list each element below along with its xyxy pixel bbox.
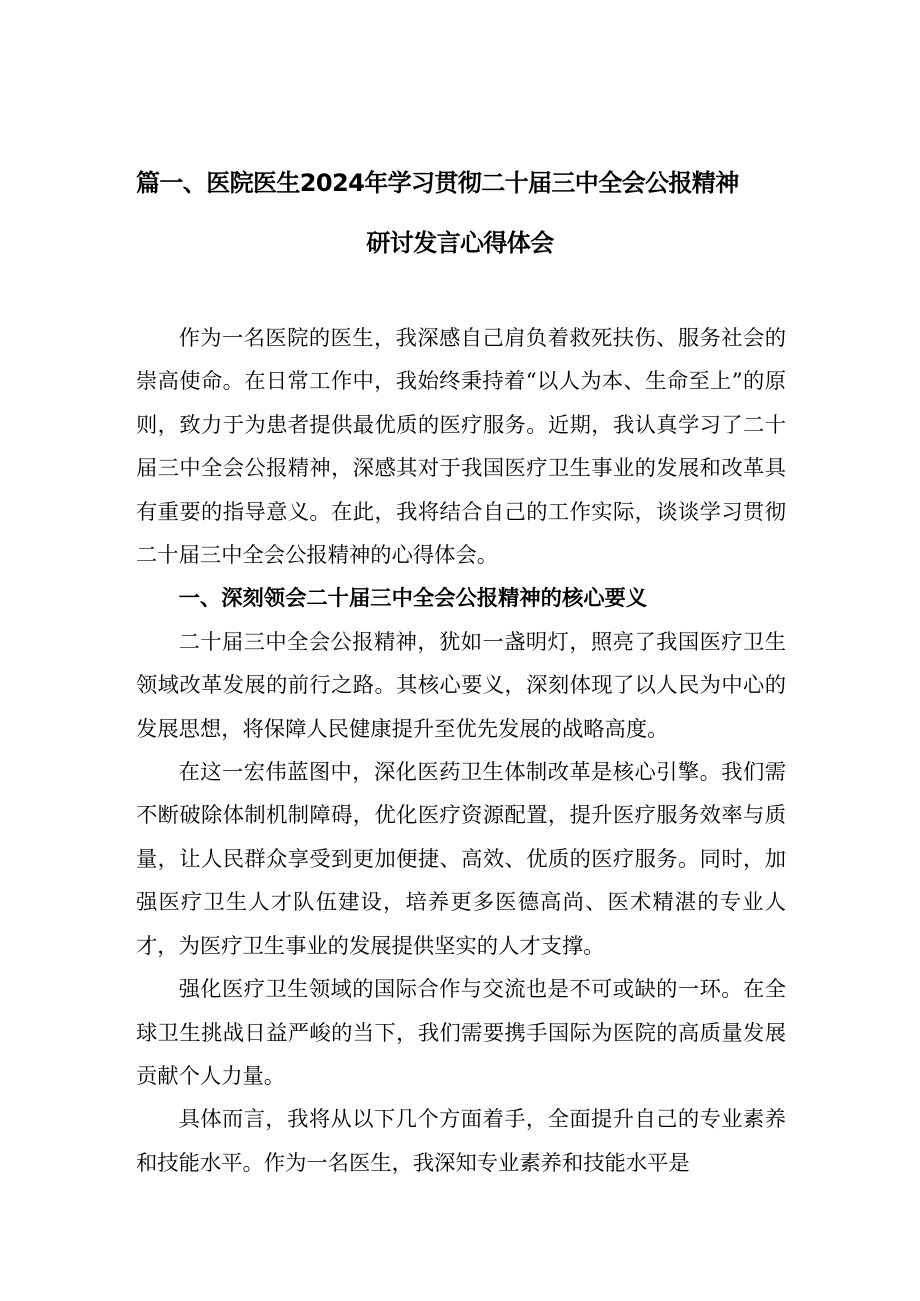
paragraph-intro: 作为一名医院的医生，我深感自己肩负着救死扶伤、服务社会的崇高使命。在日常工作中，我始终秉持着“以人为本、生命至上”的原则，致力于为患者提供最优质的医疗服务。近期，我认真学习了二十届三中全会公报精神，深感其对于我国医疗卫生事业的发展和改革具有重要的指导意义。在此，我将结合自己的工作实际，谈谈学习贯彻二十届三中全会公报精神的心得体会。 xyxy=(136,326,786,569)
document-title-line-2: 研讨发言心得体会 xyxy=(366,229,554,257)
document-title-line-1: 篇一、医院医生2024年学习贯彻二十届三中全会公报精神 xyxy=(136,169,739,197)
section-heading: 一、深刻领会二十届三中全会公报精神的核心要义 xyxy=(178,586,648,612)
paragraph-reform: 在这一宏伟蓝图中，深化医药卫生体制改革是核心引擎。我们需不断破除体制机制障碍，优化医疗资源配置，提升医疗服务效率与质量，让人民群众享受到更加便捷、高效、优质的医疗服务。同时，加强医疗卫生人才队伍建设，培养更多医德高尚、医术精湛的专业人才，为医疗卫生事业的发展提供坚实的人才支撑。 xyxy=(136,760,786,959)
document-body xyxy=(136,317,786,1185)
paragraph-international: 强化医疗卫生领域的国际合作与交流也是不可或缺的一环。在全球卫生挑战日益严峻的当下，我们需要携手国际为医院的高质量发展贡献个人力量。 xyxy=(136,977,786,1089)
paragraph-core-essence: 二十届三中全会公报精神，犹如一盏明灯，照亮了我国医疗卫生领域改革发展的前行之路。其核心要义，深刻体现了以人民为中心的发展思想，将保障人民健康提升至优先发展的战略高度。 xyxy=(136,629,786,742)
paragraph-specifics: 具体而言，我将从以下几个方面着手，全面提升自己的专业素养和技能水平。作为一名医生，我深知专业素养和技能水平是 xyxy=(136,1107,786,1176)
